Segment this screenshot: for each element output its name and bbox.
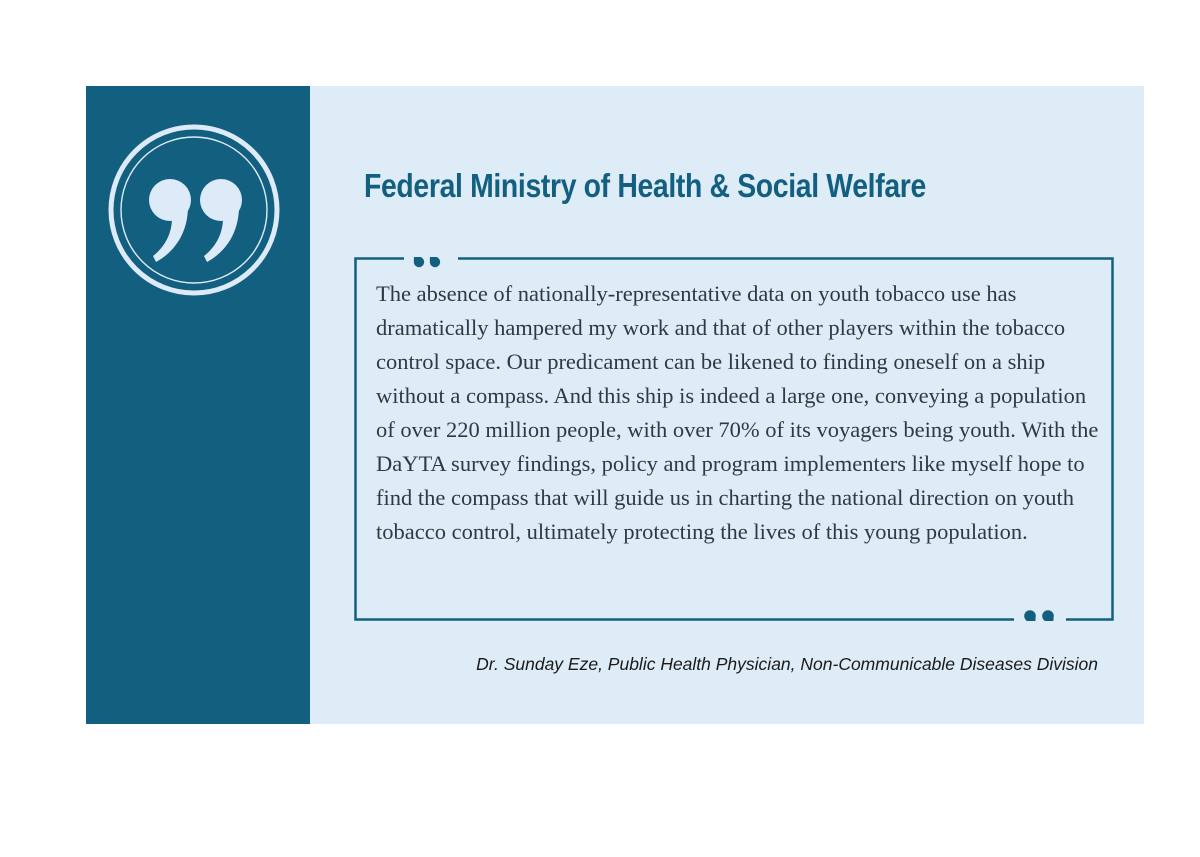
quote-attribution: Dr. Sunday Eze, Public Health Physician, Non-Communicable Diseases Division: [476, 654, 1098, 674]
page-title: Federal Ministry of Health & Social Welfare: [364, 167, 926, 204]
quote-badge-icon: [108, 124, 280, 296]
testimonial-card: [86, 86, 1144, 724]
close-quote-icon: [1024, 610, 1054, 621]
open-quote-icon: [414, 257, 440, 267]
quote-text: The absence of nationally-representative data on youth tobacco use has dramatically hampered my work and that of other players within the tobacco control space. Our predicament can be likened to finding oneself on a ship without a compass. And this ship is indeed a large one, conveying a population of over 220 million people, with over 70% of its voyagers being youth. With the DaYTA survey findings, policy and program implementers like myself hope to find the compass that will guide us in charting the national direction on youth tobacco control, ultimately protecting the lives of this young population.: [376, 281, 1099, 544]
left-accent-bar: [86, 86, 310, 724]
